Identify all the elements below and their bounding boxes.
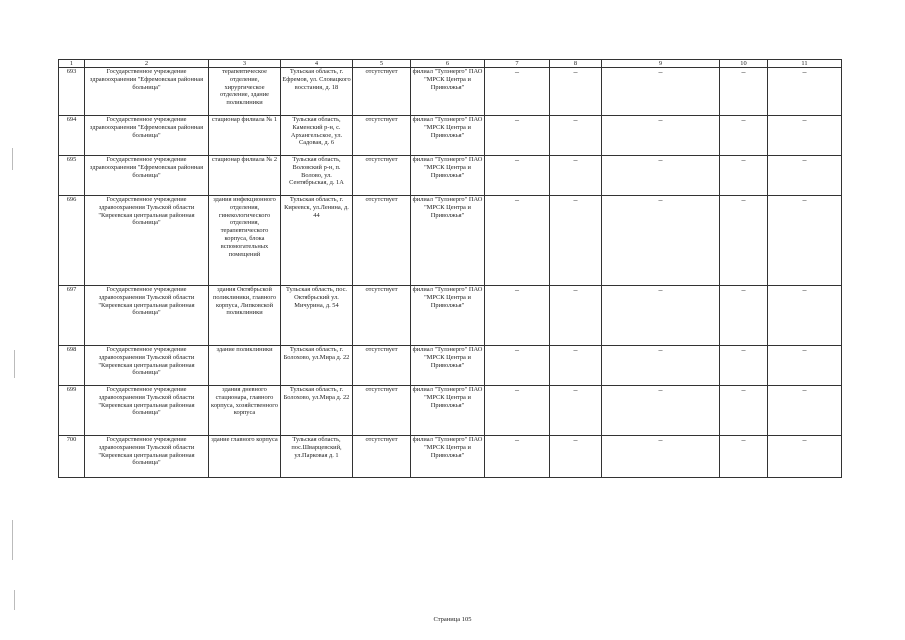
status-cell: отсутствует	[353, 286, 411, 346]
dash-cell: –	[768, 286, 842, 346]
branch-cell: филиал "Тулэнерго" ПАО "МРСК Центра и Приволжья"	[411, 386, 485, 436]
table-row	[59, 436, 842, 478]
building-cell: стационар филиала № 1	[209, 116, 281, 156]
branch-cell: филиал "Тулэнерго" ПАО "МРСК Центра и Приволжья"	[411, 68, 485, 116]
dash-cell: –	[485, 196, 550, 286]
column-header: 4	[281, 60, 353, 68]
dash-cell: –	[550, 436, 602, 478]
address-cell: Тульская область, г. Киреевск, ул.Ленина, д. 44	[281, 196, 353, 286]
organization-cell: Государственное учреждение здравоохранения Тульской области "Киреевская центральная районная больница"	[85, 196, 209, 286]
dash-cell: –	[550, 346, 602, 386]
scan-speck	[12, 148, 13, 170]
column-header: 3	[209, 60, 281, 68]
table-row	[59, 386, 842, 436]
column-header: 11	[768, 60, 842, 68]
registry-table	[58, 59, 842, 478]
row-number: 698	[59, 346, 85, 386]
row-number: 693	[59, 68, 85, 116]
status-cell: отсутствует	[353, 196, 411, 286]
column-header: 1	[59, 60, 85, 68]
dash-cell: –	[485, 436, 550, 478]
row-number: 694	[59, 116, 85, 156]
dash-cell: –	[485, 156, 550, 196]
column-header: 7	[485, 60, 550, 68]
dash-cell: –	[768, 386, 842, 436]
page-number-footer: Страница 105	[433, 616, 472, 623]
dash-cell: –	[720, 68, 768, 116]
organization-cell: Государственное учреждение здравоохранения Тульской области "Киреевская центральная районная больница"	[85, 346, 209, 386]
dash-cell: –	[720, 346, 768, 386]
building-cell: здания Октябрьской поликлиники, главного корпуса, Липковской поликлиники	[209, 286, 281, 346]
dash-cell: –	[720, 386, 768, 436]
building-cell: стационар филиала № 2	[209, 156, 281, 196]
dash-cell: –	[720, 436, 768, 478]
column-header: 9	[602, 60, 720, 68]
dash-cell: –	[768, 68, 842, 116]
table-row	[59, 116, 842, 156]
dash-cell: –	[550, 286, 602, 346]
dash-cell: –	[768, 346, 842, 386]
dash-cell: –	[720, 116, 768, 156]
row-number: 699	[59, 386, 85, 436]
organization-cell: Государственное учреждение здравоохранения "Ефремовская районная больница"	[85, 68, 209, 116]
dash-cell: –	[485, 286, 550, 346]
row-number: 697	[59, 286, 85, 346]
building-cell: здание поликлиники	[209, 346, 281, 386]
dash-cell: –	[550, 156, 602, 196]
dash-cell: –	[550, 68, 602, 116]
table-row	[59, 68, 842, 116]
dash-cell: –	[768, 116, 842, 156]
dash-cell: –	[602, 436, 720, 478]
address-cell: Тульская область, г. Ефремов, ул. Словацкого восстания, д. 18	[281, 68, 353, 116]
dash-cell: –	[602, 196, 720, 286]
status-cell: отсутствует	[353, 386, 411, 436]
status-cell: отсутствует	[353, 156, 411, 196]
dash-cell: –	[485, 116, 550, 156]
dash-cell: –	[485, 346, 550, 386]
scan-speck	[14, 590, 15, 610]
status-cell: отсутствует	[353, 436, 411, 478]
organization-cell: Государственное учреждение здравоохранения Тульской области "Киреевская центральная районная больница"	[85, 386, 209, 436]
branch-cell: филиал "Тулэнерго" ПАО "МРСК Центра и Приволжья"	[411, 286, 485, 346]
column-header: 5	[353, 60, 411, 68]
organization-cell: Государственное учреждение здравоохранения Тульской области "Киреевская центральная районная больница"	[85, 286, 209, 346]
header-row	[59, 60, 842, 68]
dash-cell: –	[602, 116, 720, 156]
dash-cell: –	[768, 436, 842, 478]
dash-cell: –	[602, 346, 720, 386]
table-row	[59, 286, 842, 346]
branch-cell: филиал "Тулэнерго" ПАО "МРСК Центра и Приволжья"	[411, 196, 485, 286]
dash-cell: –	[550, 116, 602, 156]
dash-cell: –	[768, 156, 842, 196]
table-row	[59, 346, 842, 386]
organization-cell: Государственное учреждение здравоохранения "Ефремовская районная больница"	[85, 116, 209, 156]
column-header: 8	[550, 60, 602, 68]
dash-cell: –	[602, 286, 720, 346]
row-number: 696	[59, 196, 85, 286]
organization-cell: Государственное учреждение здравоохранения "Ефремовская районная больница"	[85, 156, 209, 196]
dash-cell: –	[550, 386, 602, 436]
table-row	[59, 196, 842, 286]
building-cell: здания инфекционного отделения, гинекологического отделения, терапевтического корпуса, блока вспомогательных помещений	[209, 196, 281, 286]
address-cell: Тульская область, пос.Шварцевский, ул.Парковая д. 1	[281, 436, 353, 478]
building-cell: терапевтическое отделение, хирургическое отделение, здание поликлиники	[209, 68, 281, 116]
column-header: 6	[411, 60, 485, 68]
dash-cell: –	[720, 286, 768, 346]
column-header: 10	[720, 60, 768, 68]
dash-cell: –	[602, 68, 720, 116]
branch-cell: филиал "Тулэнерго" ПАО "МРСК Центра и Приволжья"	[411, 116, 485, 156]
address-cell: Тульская область, пос. Октябрьский ул. Мичурина, д. 54	[281, 286, 353, 346]
branch-cell: филиал "Тулэнерго" ПАО "МРСК Центра и Приволжья"	[411, 346, 485, 386]
dash-cell: –	[485, 68, 550, 116]
row-number: 700	[59, 436, 85, 478]
status-cell: отсутствует	[353, 346, 411, 386]
address-cell: Тульская область, г. Болохово, ул.Мира д. 22	[281, 386, 353, 436]
branch-cell: филиал "Тулэнерго" ПАО "МРСК Центра и Приволжья"	[411, 156, 485, 196]
row-number: 695	[59, 156, 85, 196]
branch-cell: филиал "Тулэнерго" ПАО "МРСК Центра и Приволжья"	[411, 436, 485, 478]
dash-cell: –	[485, 386, 550, 436]
address-cell: Тульская область, г. Болохово, ул.Мира д. 22	[281, 346, 353, 386]
status-cell: отсутствует	[353, 116, 411, 156]
dash-cell: –	[768, 196, 842, 286]
dash-cell: –	[720, 156, 768, 196]
address-cell: Тульская область, Воловский р-н, п. Волово, ул. Сентябрьская, д. 1А	[281, 156, 353, 196]
scan-speck	[12, 520, 13, 560]
organization-cell: Государственное учреждение здравоохранения Тульской области "Киреевская центральная районная больница"	[85, 436, 209, 478]
address-cell: Тульская область, Каменский р-н, с. Архангельское, ул. Садовая, д. 6	[281, 116, 353, 156]
status-cell: отсутствует	[353, 68, 411, 116]
building-cell: здания дневного стационара, главного корпуса, хозяйственного корпуса	[209, 386, 281, 436]
dash-cell: –	[550, 196, 602, 286]
dash-cell: –	[720, 196, 768, 286]
scan-speck	[14, 350, 15, 378]
table-row	[59, 156, 842, 196]
building-cell: здание главного корпуса	[209, 436, 281, 478]
dash-cell: –	[602, 156, 720, 196]
column-header: 2	[85, 60, 209, 68]
dash-cell: –	[602, 386, 720, 436]
